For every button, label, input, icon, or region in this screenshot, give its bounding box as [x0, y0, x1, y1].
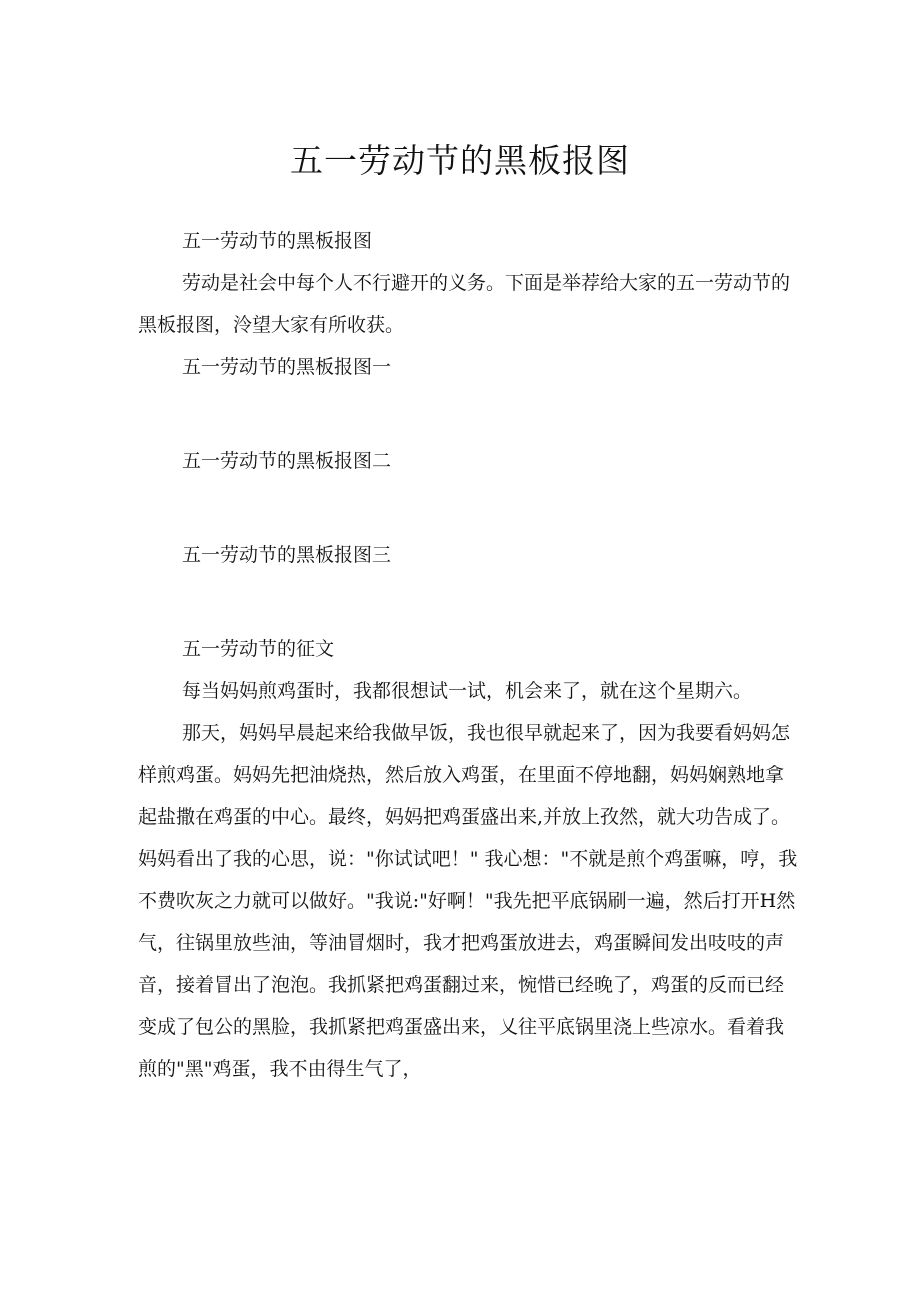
- essay-heading: 五一劳动节的征文: [182, 638, 335, 660]
- image-placeholder-3: [138, 576, 798, 628]
- section-heading-1: 五一劳动节的黑板报图一: [182, 356, 392, 378]
- subtitle-paragraph: 五一劳动节的黑板报图: [182, 230, 373, 252]
- section-heading-3: 五一劳动节的黑板报图三: [182, 544, 392, 566]
- section-heading-2: 五一劳动节的黑板报图二: [182, 450, 392, 472]
- image-placeholder-1: [138, 388, 798, 440]
- intro-paragraph: 劳动是社会中每个人不行避开的义务。下面是举荐给大家的五一劳动节的黑板报图，泠望大家有所收获。: [138, 272, 791, 336]
- essay-paragraph-2: 那天，妈妈早晨起来给我做早饭，我也很早就起来了，因为我要看妈妈怎样煎鸡蛋。妈妈先把油烧热，然后放入鸡蛋，在里面不停地翻，妈妈娴熟地拿起盐撒在鸡蛋的中心。最终，妈妈把鸡蛋盛出来,并放上孜然，就大功告成了。妈妈看出了我的心思，说："你试试吧！" 我心想："不就是煎个鸡蛋嘛，哼，我不费吹灰之力就可以做好。"我说:"好啊！"我先把平底锅刷一遍，然后打开H然气，往锅里放些油，等油冒烟时，我才把鸡蛋放进去，鸡蛋瞬间发出吱吱的声音，接着冒出了泡泡。我抓紧把鸡蛋翻过来，惋惜已经晚了，鸡蛋的反而已经变成了包公的黑脸，我抓紧把鸡蛋盛出来，乂往平底锅里浇上些凉水。看着我煎的"黑"鸡蛋，我不由得生气了，: [138, 722, 798, 1080]
- document-title: 五一劳动节的黑板报图: [290, 141, 630, 180]
- essay-paragraph-1: 每当妈妈煎鸡蛋时，我都很想试一试，机会来了，就在这个星期六。: [182, 680, 753, 702]
- image-placeholder-2: [138, 482, 798, 534]
- document-body: [138, 220, 798, 1090]
